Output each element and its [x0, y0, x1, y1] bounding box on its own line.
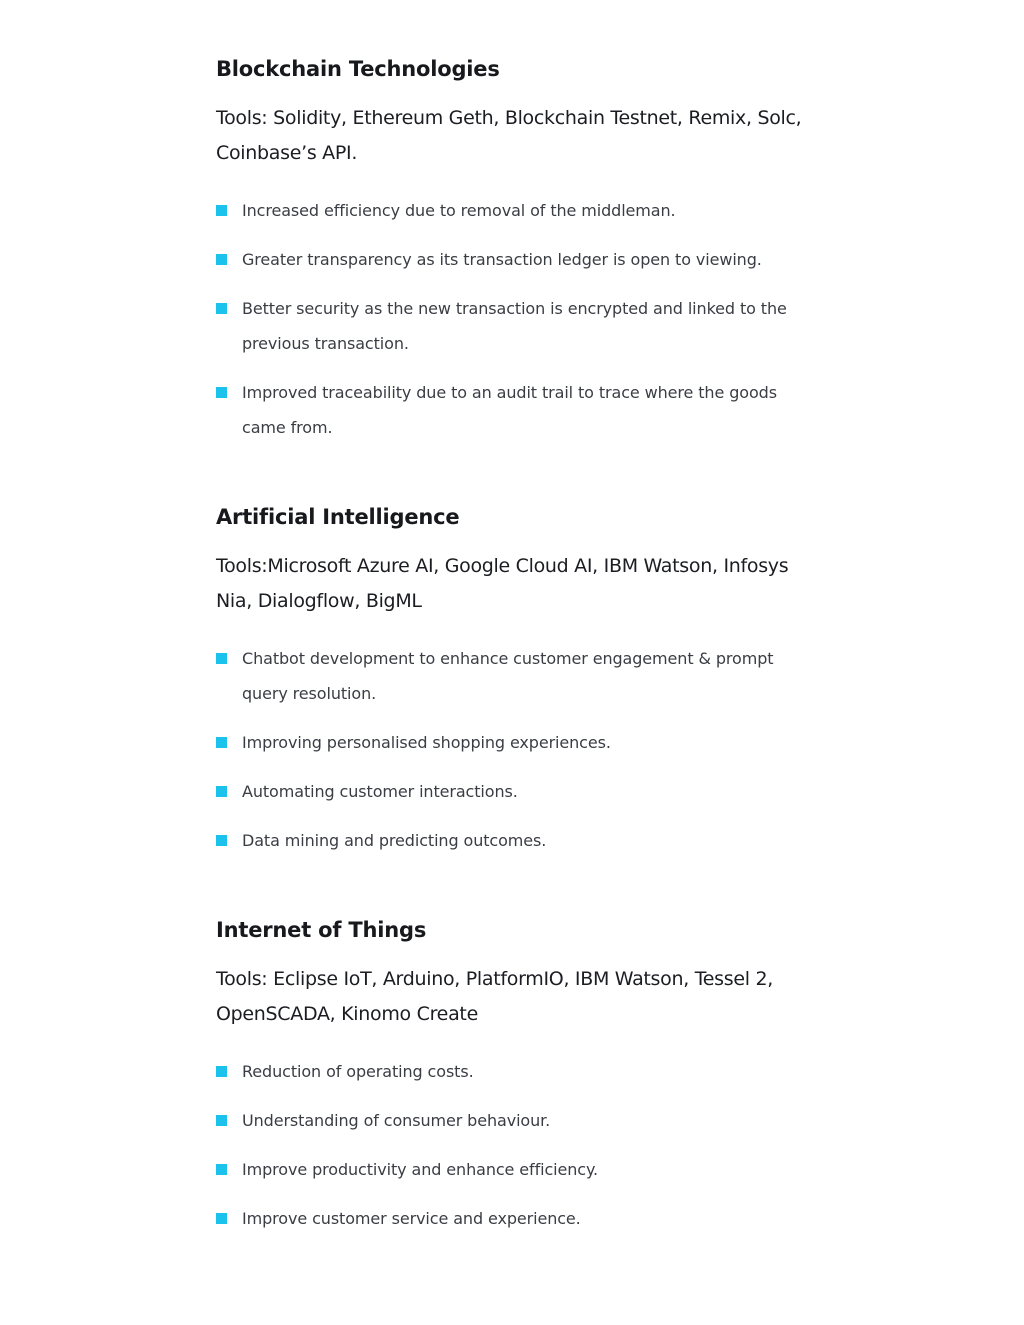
list-item-text: Improved traceability due to an audit trail to trace where the goods came from.: [242, 383, 777, 437]
benefit-list: [216, 1054, 808, 1236]
list-item-text: Greater transparency as its transaction ledger is open to viewing.: [242, 250, 762, 269]
content-column: [216, 52, 808, 1236]
list-item: [216, 193, 808, 228]
section-title: Artificial Intelligence: [216, 505, 460, 529]
section-blockchain: [216, 52, 808, 445]
list-item-text: Improve customer service and experience.: [242, 1209, 581, 1228]
square-bullet-icon: [216, 653, 227, 664]
square-bullet-icon: [216, 1213, 227, 1224]
square-bullet-icon: [216, 1066, 227, 1077]
list-item: [216, 1103, 808, 1138]
tools-line: Tools: Eclipse IoT, Arduino, PlatformIO, IBM Watson, Tessel 2, OpenSCADA, Kinomo Create: [216, 968, 774, 1025]
square-bullet-icon: [216, 387, 227, 398]
square-bullet-icon: [216, 1115, 227, 1126]
list-item: [216, 774, 808, 809]
list-item-text: Better security as the new transaction is encrypted and linked to the previous transaction.: [242, 299, 787, 353]
list-item-text: Improving personalised shopping experiences.: [242, 733, 611, 752]
benefit-list: [216, 641, 808, 858]
square-bullet-icon: [216, 786, 227, 797]
list-item-text: Automating customer interactions.: [242, 782, 518, 801]
square-bullet-icon: [216, 205, 227, 216]
list-item: [216, 291, 808, 361]
list-item: [216, 823, 808, 858]
tools-line: Tools: Solidity, Ethereum Geth, Blockchain Testnet, Remix, Solc, Coinbase’s API.: [216, 107, 802, 164]
square-bullet-icon: [216, 737, 227, 748]
tools-line: Tools:Microsoft Azure AI, Google Cloud AI, IBM Watson, Infosys Nia, Dialogflow, BigML: [216, 555, 789, 612]
list-item: [216, 1054, 808, 1089]
list-item: [216, 242, 808, 277]
square-bullet-icon: [216, 303, 227, 314]
section-title: Blockchain Technologies: [216, 57, 500, 81]
list-item: [216, 375, 808, 445]
section-internet-of-things: [216, 913, 808, 1236]
square-bullet-icon: [216, 254, 227, 265]
list-item: [216, 725, 808, 760]
section-artificial-intelligence: [216, 500, 808, 858]
list-item: [216, 1152, 808, 1187]
square-bullet-icon: [216, 1164, 227, 1175]
section-title: Internet of Things: [216, 918, 427, 942]
list-item-text: Data mining and predicting outcomes.: [242, 831, 547, 850]
list-item: [216, 1201, 808, 1236]
list-item-text: Reduction of operating costs.: [242, 1062, 474, 1081]
list-item-text: Improve productivity and enhance efficiency.: [242, 1160, 599, 1179]
list-item: [216, 641, 808, 711]
benefit-list: [216, 193, 808, 445]
list-item-text: Increased efficiency due to removal of the middleman.: [242, 201, 676, 220]
list-item-text: Understanding of consumer behaviour.: [242, 1111, 551, 1130]
square-bullet-icon: [216, 835, 227, 846]
list-item-text: Chatbot development to enhance customer engagement & prompt query resolution.: [242, 649, 774, 703]
